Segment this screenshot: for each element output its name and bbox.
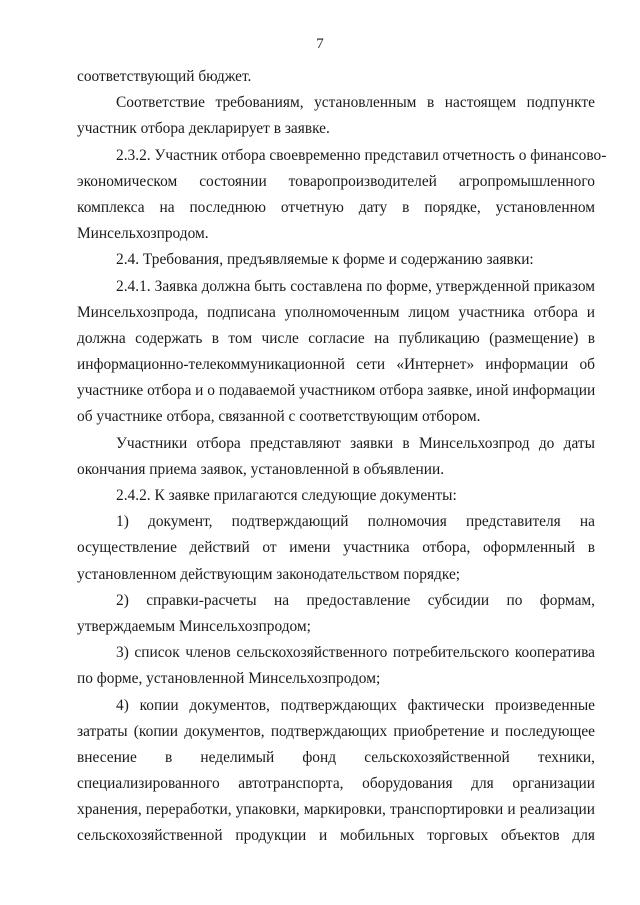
text-line: Соответствие требованиям, установленным в настоящем подпункте: [116, 94, 595, 112]
text-line: специализированного автотранспорта, оборудования для организации: [77, 775, 595, 793]
text-line: по форме, установленной Минсельхозпродом;: [77, 670, 381, 688]
text-line: 2.4.2. К заявке прилагаются следующие документы:: [116, 487, 457, 504]
text-line: 2.4.1. Заявка должна быть составлена по форме, утвержденной приказом: [116, 277, 595, 295]
text-line: осуществление действий от имени участника отбора, оформленный в: [77, 539, 595, 557]
text-line: Участники отбора представляют заявки в Минсельхозпрод до даты: [116, 434, 595, 452]
document-body: [77, 64, 607, 850]
text-line: Минсельхозпрода, подписана уполномоченным лицом участника отбора и: [77, 303, 595, 321]
text-line: затраты (копии документов, подтверждающих приобретение и последующее: [77, 722, 595, 740]
text-line: 2.4. Требования, предъявляемые к форме и содержанию заявки:: [116, 251, 534, 269]
text-line: 3) список членов сельскохозяйственного потребительского кооператива: [116, 644, 595, 662]
text-line: установленном действующим законодательством порядке;: [77, 565, 461, 583]
text-line: должна содержать в том числе согласие на публикацию (размещение) в: [77, 329, 595, 347]
text-line: Минсельхозпродом.: [77, 225, 209, 243]
text-line: хранения, переработки, упаковки, маркировки, транспортировки и реализации: [77, 801, 595, 819]
text-line: утверждаемым Минсельхозпродом;: [77, 617, 311, 635]
text-line: соответствующий бюджет.: [77, 68, 252, 85]
text-line: участнике отбора и о подаваемой участником отбора заявке, иной информации: [77, 382, 596, 400]
text-line: комплекса на последнюю отчетную дату в порядке, установленном: [77, 198, 595, 216]
text-line: экономическом состоянии товаропроизводителей агропромышленного: [77, 172, 595, 190]
text-line: сельскохозяйственной продукции и мобильных торговых объектов для: [77, 827, 595, 845]
text-line: об участнике отбора, связанной с соответствующим отбором.: [77, 408, 481, 426]
text-line: участник отбора декларирует в заявке.: [77, 120, 330, 138]
text-line: информационно-телекоммуникационной сети «Интернет» информации об: [77, 356, 595, 374]
text-line: 2) справки-расчеты на предоставление субсидии по формам,: [116, 591, 595, 609]
text-line: 1) документ, подтверждающий полномочия представителя на: [116, 513, 595, 531]
text-line: 4) копии документов, подтверждающих фактически произведенные: [116, 696, 595, 714]
page-number: 7: [316, 36, 324, 52]
text-line: 2.3.2. Участник отбора своевременно представил отчетность о финансово-: [116, 146, 607, 164]
text-line: окончания приема заявок, установленной в объявлении.: [77, 460, 445, 478]
text-line: внесение в неделимый фонд сельскохозяйственной техники,: [77, 748, 595, 766]
